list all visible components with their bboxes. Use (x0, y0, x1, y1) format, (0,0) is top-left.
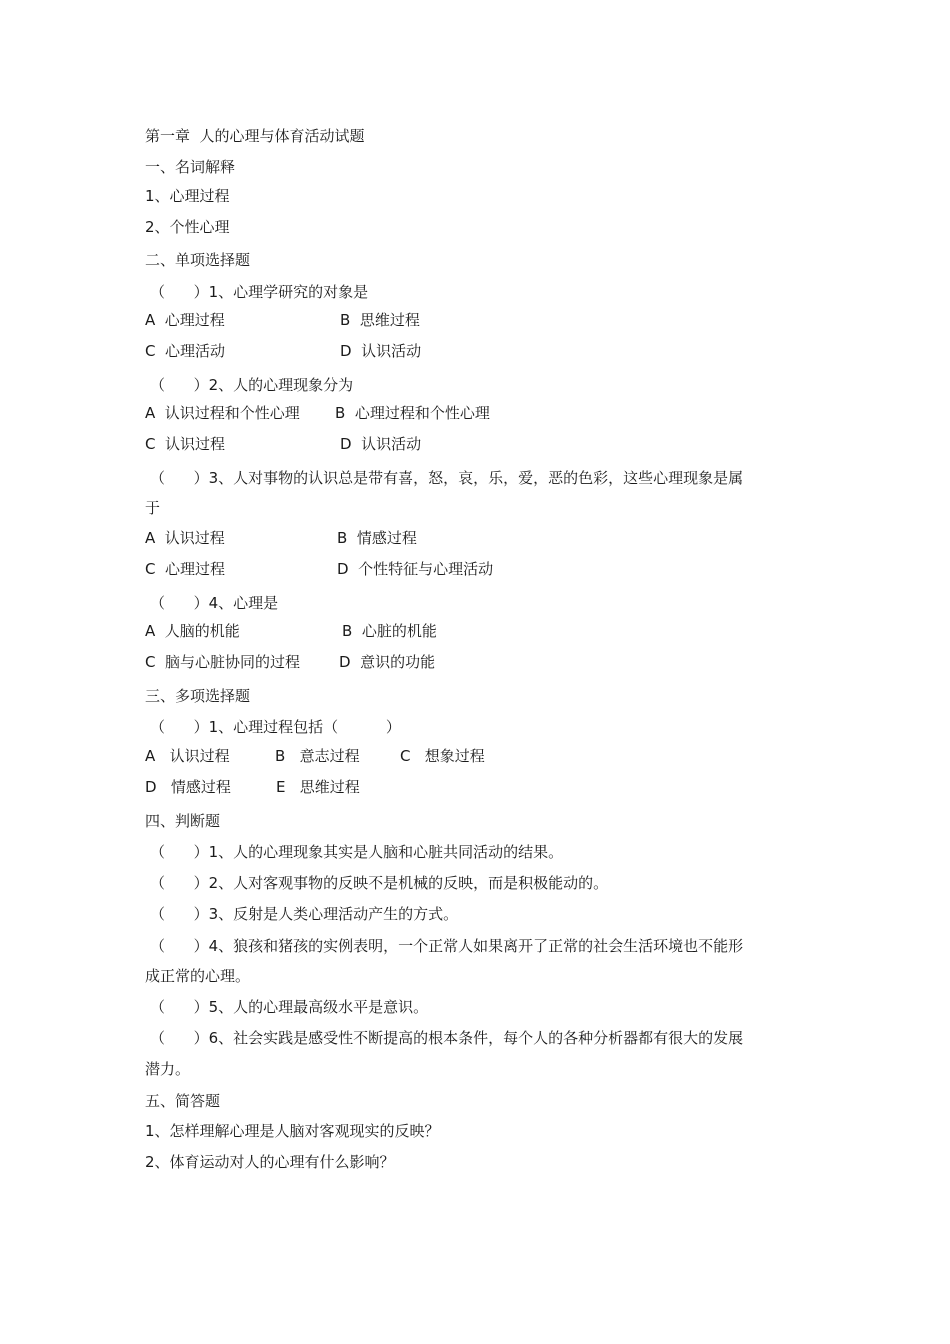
judgement-item-2: （ ）2、人对客观事物的反映不是机械的反映，而是积极能动的。 (150, 874, 609, 892)
judgement-item-4-continued: 成正常的心理。 (145, 967, 251, 985)
option-c: C 想象过程 (400, 747, 485, 765)
question-stem-continued: 于 (145, 499, 161, 517)
short-answer-item-1: 1、怎样理解心理是人脑对客观现实的反映？ (145, 1122, 440, 1140)
option-d: D 认识活动 (340, 435, 422, 453)
term-item-2: 2、个性心理 (145, 218, 230, 236)
option-a: A 人脑的机能 (145, 622, 240, 640)
section-heading-1: 一、名词解释 (145, 158, 236, 176)
term-item-1: 1、心理过程 (145, 187, 230, 205)
option-a: A 心理过程 (145, 311, 225, 329)
section-heading-2: 二、单项选择题 (145, 251, 251, 269)
option-b: B 情感过程 (337, 529, 417, 547)
question-stem: （ ）2、人的心理现象分为 (150, 376, 354, 394)
option-b: B 心理过程和个性心理 (335, 404, 490, 422)
judgement-item-5: （ ）5、人的心理最高级水平是意识。 (150, 998, 429, 1016)
question-stem: （ ）4、心理是 (150, 594, 279, 612)
question-stem: （ ）3、人对事物的认识总是带有喜，怒，哀，乐，爱，恶的色彩，这些心理现象是属 (150, 469, 744, 487)
section-heading-5: 五、简答题 (145, 1092, 221, 1110)
page-title: 第一章 人的心理与体育活动试题 (145, 127, 365, 145)
question-stem: （ ）1、心理学研究的对象是 (150, 283, 369, 301)
option-a: A 认识过程 (145, 529, 225, 547)
option-d: D 认识活动 (340, 342, 422, 360)
option-c: C 心理过程 (145, 560, 226, 578)
judgement-item-1: （ ）1、人的心理现象其实是人脑和心脏共同活动的结果。 (150, 843, 564, 861)
option-d: D 情感过程 (145, 778, 231, 796)
option-c: C 认识过程 (145, 435, 226, 453)
option-b: B 思维过程 (340, 311, 420, 329)
judgement-item-3: （ ）3、反射是人类心理活动产生的方式。 (150, 905, 459, 923)
option-e: E 思维过程 (276, 778, 360, 796)
option-d: D 个性特征与心理活动 (337, 560, 494, 578)
short-answer-item-2: 2、体育运动对人的心理有什么影响？ (145, 1153, 395, 1171)
option-c: C 心理活动 (145, 342, 226, 360)
section-heading-3: 三、多项选择题 (145, 687, 251, 705)
judgement-item-6: （ ）6、社会实践是感受性不断提高的根本条件，每个人的各种分析器都有很大的发展 (150, 1029, 744, 1047)
option-d: D 意识的功能 (339, 653, 436, 671)
question-stem: （ ）1、心理过程包括（ ） (150, 718, 401, 736)
option-b: B 意志过程 (275, 747, 360, 765)
option-a: A 认识过程 (145, 747, 230, 765)
option-b: B 心脏的机能 (342, 622, 437, 640)
option-a: A 认识过程和个性心理 (145, 404, 300, 422)
judgement-item-6-continued: 潜力。 (145, 1060, 191, 1078)
judgement-item-4: （ ）4、狼孩和猪孩的实例表明，一个正常人如果离开了正常的社会生活环境也不能形 (150, 937, 744, 955)
section-heading-4: 四、判断题 (145, 812, 221, 830)
option-c: C 脑与心脏协同的过程 (145, 653, 301, 671)
